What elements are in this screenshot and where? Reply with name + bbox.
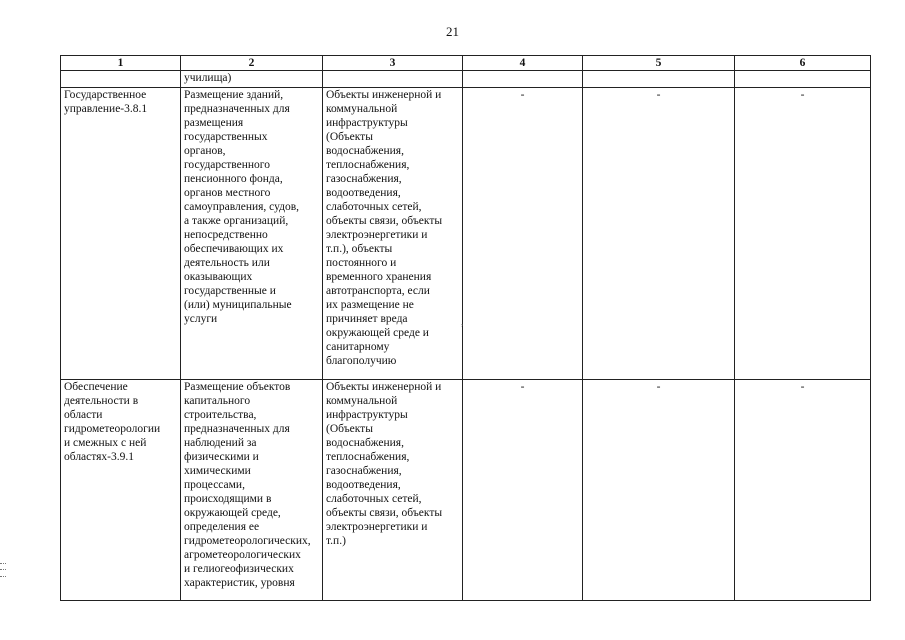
cell-use-type [61,380,181,601]
cell-continuation-text [181,71,323,88]
header-col-3: 3 [323,56,463,71]
table-row [61,88,871,380]
cell-auxiliary-objects [323,380,463,601]
cell-text: училища) [184,72,232,84]
cell-col-4: - [463,88,583,380]
cell-auxiliary-objects [323,88,463,380]
scan-margin-mark [0,563,6,577]
cell-empty [463,71,583,88]
cell-col-6: - [735,380,871,601]
cell-text: Объекты инженерной и коммунальной инфраструктуры (Объекты водоснабжения, теплоснабжения, газоснабжения, водоотведения, слаботочных сетей, объекты связи, объекты электроэнергетики и т.п.), объекты постоянного и временного хранения автотранспорта, если их размещение не причиняет вреда окружающей среде и санитарному благополучию [326,89,443,367]
cell-description [181,380,323,601]
cell-text: Размещение зданий, предназначенных для размещения государственных органов, государственного пенсионного фонда, органов местного самоуправления, судов, а также организаций, непосредственно обеспечивающих их деятельность или оказывающих государственные и (или) муниципальные услуги [184,89,300,325]
cell-text: Государственное управление-3.8.1 [64,89,148,115]
cell-use-type [61,88,181,380]
page-number: 21 [446,24,459,39]
cell-col-5: - [583,380,735,601]
cell-col-6: - [735,88,871,380]
cell-empty [735,71,871,88]
cell-col-4: - [463,380,583,601]
header-col-5: 5 [583,56,735,71]
cell-col-5: - [583,88,735,380]
header-col-1: 1 [61,56,181,71]
regulations-table [60,55,871,601]
header-row [61,56,871,71]
cell-empty [323,71,463,88]
header-col-4: 4 [463,56,583,71]
cell-description [181,88,323,380]
scan-speck: , [461,317,464,327]
header-col-6: 6 [735,56,871,71]
cell-empty [61,71,181,88]
continuation-row [61,71,871,88]
cell-text: Обеспечение деятельности в области гидрометеорологии и смежных с ней областях-3.9.1 [64,381,161,463]
header-col-2: 2 [181,56,323,71]
cell-text: Объекты инженерной и коммунальной инфраструктуры (Объекты водоснабжения, теплоснабжения, газоснабжения, водоотведения, слаботочных сетей, объекты связи, объекты электроэнергетики и т.п.) [326,381,443,547]
table-row [61,380,871,601]
cell-text: Размещение объектов капитального строительства, предназначенных для наблюдений за физическими и химическими процессами, происходящими в окружающей среде, определения ее гидрометеорологических, агрометеорологических и гелиогеофизических характеристик, уровня [184,381,311,589]
cell-empty [583,71,735,88]
